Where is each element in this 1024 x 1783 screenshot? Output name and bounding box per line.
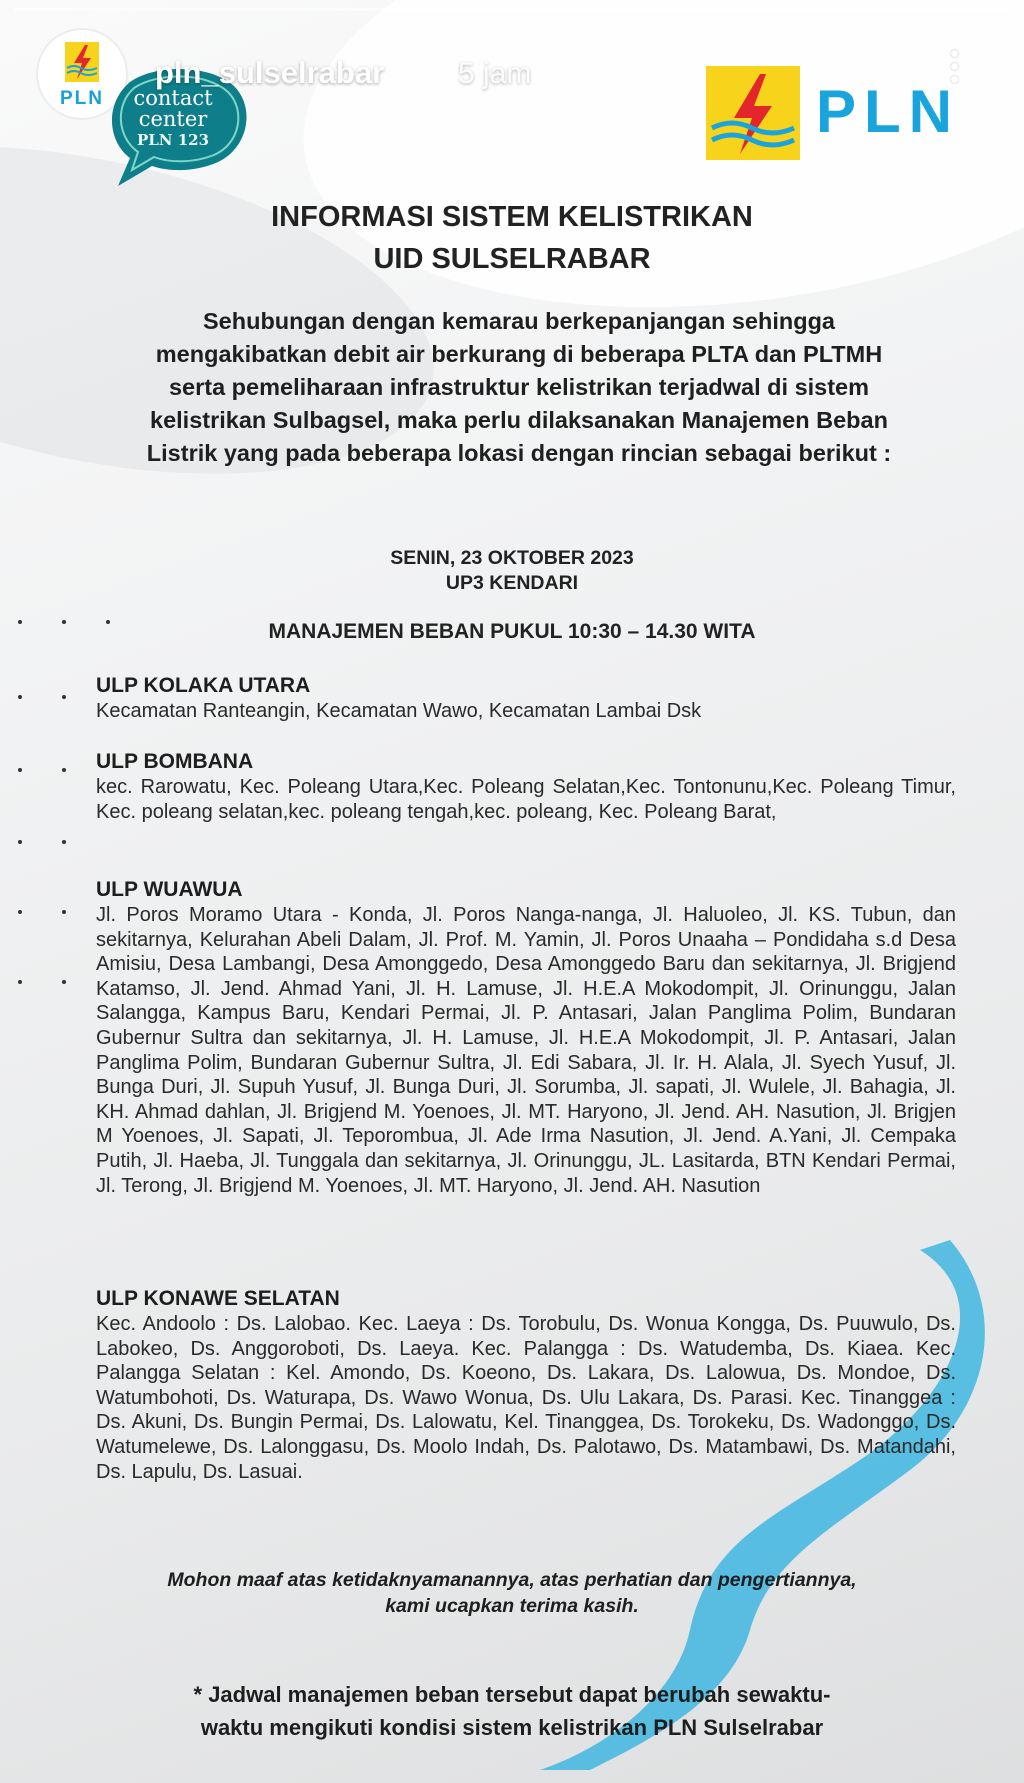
story-timestamp: 5 jam: [458, 57, 532, 90]
section-title: ULP BOMBANA: [96, 750, 254, 773]
decorative-dot: [106, 620, 110, 624]
footnote: * Jadwal manajemen beban tersebut dapat berubah sewaktu- waktu mengikuti kondisi sistem kelistrikan PLN Sulselrabar: [193, 1682, 831, 1740]
schedule-time: MANAJEMEN BEBAN PUKUL 10:30 – 14.30 WITA: [268, 620, 756, 643]
section-body: Kecamatan Ranteangin, Kecamatan Wawo, Kecamatan Lambai Dsk: [96, 700, 702, 722]
decorative-dot: [62, 980, 66, 984]
section-ulp-wuawua: [96, 877, 956, 1198]
lightning-icon: [706, 66, 800, 160]
decorative-dot: [62, 840, 66, 844]
section-body: Jl. Poros Moramo Utara - Konda, Jl. Poros Nanga-nanga, Jl. Haluoleo, Jl. KS. Tubun, dan sekitarnya, Kelurahan Abeli Dalam, Jl. Prof. M. Yamin, Jl. Poros Unaaha – Pondidaha s.d Desa Amisiu, Desa Lambangi, Desa Amonggedo, Desa Amonggedo Baru dan sekitarnya, Jl. Brigjend Katamso, Jl. Jend. Ahmad Yani, Jl. H. Lamuse, Jl. H.E.A Mokodompit, Jl. Orinunggu, Jalan Salangga, Kampus Baru, Kendari Permai, Jl. P. Antasari, Jalan Panglima Polim, Bundaran Gubernur Sultra dan sekitarnya, Jl. H. Lamuse, Jl. H.E.A Mokodompit, Jl. P. Antasari, Jalan Panglima Polim, Bundaran Gubernur Sultra, Jl. Edi Sabara, Jl. Ir. H. Alala, Jl. Syech Yusuf, Jl. Bunga Duri, Jl. Supuh Yusuf, Jl. Bunga Duri, Jl. Sorumba, Jl. sapati, Jl. Wulele, Jl. Bahagia, Jl. KH. Ahmad dahlan, Jl. Brigjend M. Yoenoes, Jl. MT. Haryono, Jl. Jend. AH. Nasution, Jl. Brigjen M Yoenoes, Jl. Sapati, Jl. Teporombua, Jl. Ade Irma Nasution, Jl. Jend. A.Yani, Jl. Cempaka Putih, Jl. Haeba, Jl. Tunggala dan sekitarnya, Jl. Orinunggu, JL. Lasitarda, BTN Kendari Permai, Jl. Terong, Jl. Brigjend M. Yoenoes, Jl. MT. Haryono, Jl. Jend. AH. Nasution: [96, 904, 956, 1197]
decorative-dot: [18, 980, 22, 984]
section-title: ULP KONAWE SELATAN: [96, 1287, 340, 1310]
decorative-dot: [18, 910, 22, 914]
section-title: ULP WUAWUA: [96, 878, 243, 901]
page-title: INFORMASI SISTEM KELISTRIKAN UID SULSELRABAR: [271, 201, 753, 275]
decorative-dot: [62, 620, 66, 624]
pln-wordmark: PLN: [816, 78, 960, 145]
decorative-dot: [62, 910, 66, 914]
closing-message: Mohon maaf atas ketidaknyamanannya, atas perhatian dan pengertiannya, kami ucapkan terima kasih.: [167, 1569, 857, 1617]
contact-center-text: contact center PLN 123: [133, 86, 213, 149]
decorative-dot: [18, 768, 22, 772]
decorative-dot: [18, 620, 22, 624]
section-ulp-kolaka-utara: [96, 673, 956, 724]
avatar-text: PLN: [60, 88, 104, 109]
pln-logo-emblem: [706, 66, 800, 160]
story-header: [0, 0, 1024, 150]
decorative-dot: [18, 695, 22, 699]
section-body: Kec. Andoolo : Ds. Lalobao. Kec. Laeya : Ds. Torobulu, Ds. Wonua Kongga, Ds. Puuwulo, Ds. Labokeo, Ds. Anggoroboti, Ds. Laeya. Kec. Palangga : Ds. Watudemba, Ds. Kiaea. Kec. Palangga Selatan : Kel. Amondo, Ds. Koeono, Ds. Lakara, Ds. Lalowua, Ds. Mondoe, Ds. Watumbohoti, Ds. Waturapa, Ds. Wawo Wonua, Ds. Ulu Lakara, Ds. Parasi. Kec. Tinanggea : Ds. Akuni, Ds. Bungin Permai, Ds. Lalowatu, Kel. Tinanggea, Ds. Torokeku, Ds. Wadonggo, Ds. Watumelewe, Ds. Lalonggasu, Ds. Moolo Indah, Ds. Palotawo, Ds. Matambawi, Ds. Matandahi, Ds. Lapulu, Ds. Lasuai.: [96, 1313, 956, 1483]
decorative-dot: [62, 695, 66, 699]
decorative-dot: [62, 768, 66, 772]
decorative-dot: [18, 840, 22, 844]
section-ulp-bombana: [96, 749, 956, 824]
intro-paragraph: Sehubungan dengan kemarau berkepanjangan sehingga mengakibatkan debit air berkurang di beberapa PLTA dan PLTMH serta pemeliharaan infrastruktur kelistrikan terjadwal di sistem kelistrikan Sulbagsel, maka perlu dilaksanakan Manajemen Beban Listrik yang pada beberapa lokasi dengan rincian sebagai berikut :: [146, 308, 892, 466]
section-ulp-konawe-selatan: [96, 1286, 956, 1484]
story-username[interactable]: pln_sulselrabar: [155, 55, 385, 90]
pln-bolt-icon: [65, 42, 99, 82]
pln-logo: [706, 62, 976, 162]
section-title: ULP KOLAKA UTARA: [96, 674, 311, 697]
schedule-date: SENIN, 23 OKTOBER 2023 UP3 KENDARI: [390, 547, 634, 594]
section-body: kec. Rarowatu, Kec. Poleang Utara,Kec. Poleang Selatan,Kec. Tontonunu,Kec. Poleang Timur, Kec. poleang selatan,kec. poleang tengah,kec. poleang, Kec. Poleang Barat,: [96, 776, 956, 823]
